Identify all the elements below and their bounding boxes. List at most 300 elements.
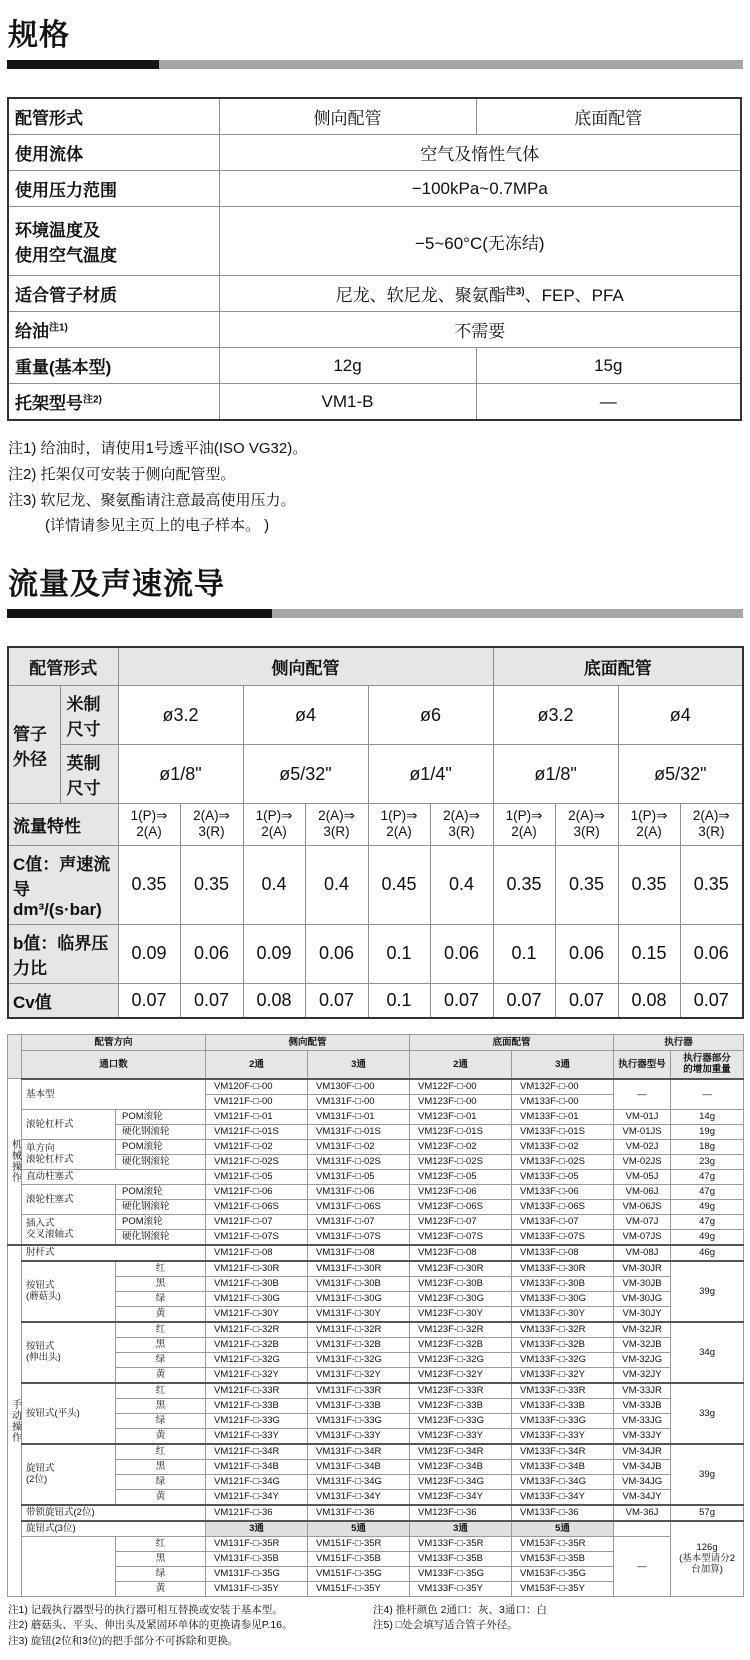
flow-cell: 0.07 <box>118 983 180 1018</box>
spec-label-line2: 使用空气温度 <box>15 246 117 265</box>
model-cell: VM123F-□-34G <box>410 1474 512 1489</box>
flow-cell: 0.08 <box>243 983 305 1018</box>
note-line: 注2) 蘑菇头、平头、伸出头及紧固环单体的更换请参见P.16。 <box>8 1619 293 1632</box>
flow-cell: 0.1 <box>368 983 430 1018</box>
table-row <box>8 1398 744 1413</box>
model-cell: 33g <box>671 1383 744 1444</box>
flow-cell: 0.09 <box>243 924 305 983</box>
table-row <box>8 1261 744 1277</box>
flow-cell: 0.15 <box>618 924 680 983</box>
model-cell: 肘杆式 <box>22 1245 206 1261</box>
model-cell: VM123F-□-32B <box>410 1337 512 1352</box>
model-cell: 49g <box>671 1199 744 1214</box>
model-cell: VM133F-□-07S <box>512 1229 614 1245</box>
model-cell: VM131F-□-33R <box>308 1383 410 1399</box>
model-cell: VM133F-□-30R <box>512 1261 614 1277</box>
model-cell: 47g <box>671 1169 744 1184</box>
table-row <box>8 1521 744 1537</box>
model-cell <box>22 1536 116 1596</box>
model-cell: VM121F-□-02S <box>206 1154 308 1169</box>
model-cell: 红 <box>116 1322 206 1338</box>
model-cell: VM133F-□-08 <box>512 1245 614 1261</box>
model-cell: VM133F-□-02S <box>512 1154 614 1169</box>
model-cell: 19g <box>671 1124 744 1139</box>
model-cell: VM121F-□-30G <box>206 1291 308 1306</box>
spec-label: 重量(基本型) <box>8 348 219 384</box>
model-cell: VM123F-□-34R <box>410 1444 512 1460</box>
model-cell: VM123F-□-05 <box>410 1169 512 1184</box>
spec-label-text: 给油 <box>15 322 49 341</box>
model-cell: 5通 <box>512 1521 614 1537</box>
model-header-2way-bottom: 2通 <box>410 1050 512 1078</box>
model-cell: VM131F-□-30Y <box>308 1306 410 1322</box>
model-cell: VM131F-□-32B <box>308 1337 410 1352</box>
model-cell: VM133F-□-33Y <box>512 1428 614 1444</box>
model-cell: VM123F-□-02 <box>410 1139 512 1154</box>
flow-cell: 1(P)⇒ 2(A) <box>493 804 555 845</box>
model-cell: VM121F-□-08 <box>206 1245 308 1261</box>
model-cell: VM131F-□-32G <box>308 1352 410 1367</box>
table-row <box>8 1428 744 1444</box>
model-cell: VM123F-□-34B <box>410 1459 512 1474</box>
model-cell: VM123F-□-02S <box>410 1154 512 1169</box>
model-cell: VM123F-□-32R <box>410 1322 512 1338</box>
model-cell: VM133F-□-32Y <box>512 1367 614 1383</box>
model-cell: VM133F-□-34R <box>512 1444 614 1460</box>
flow-cell: 0.08 <box>618 983 680 1018</box>
model-cell: VM133F-□-35R <box>410 1536 512 1551</box>
flow-cell: ø4 <box>243 686 368 745</box>
spec-value: 空气及惰性气体 <box>219 135 741 171</box>
table-row <box>8 983 743 1018</box>
model-cell: VM131F-□-34R <box>308 1444 410 1460</box>
flow-cell: 2(A)⇒ 3(R) <box>555 804 618 845</box>
note-line: 注1) 给油时，请使用1号透平油(ISO VG32)。 <box>8 440 308 457</box>
model-cell: VM153F-□-35Y <box>512 1581 614 1596</box>
flow-cell: b值：临界压 力比 <box>8 924 118 983</box>
model-cell: VM151F-□-35Y <box>308 1581 410 1596</box>
model-cell: VM123F-□-36 <box>410 1505 512 1521</box>
model-cell: 3通 <box>410 1521 512 1537</box>
flow-cell: 1(P)⇒ 2(A) <box>368 804 430 845</box>
model-cell: VM131F-□-32Y <box>308 1367 410 1383</box>
table-row <box>8 845 743 924</box>
model-cell: VM-34JB <box>614 1459 671 1474</box>
model-cell: VM123F-□-01 <box>410 1109 512 1124</box>
model-table <box>7 1034 744 1597</box>
model-cell: VM123F-□-34Y <box>410 1489 512 1505</box>
model-cell: POM滚轮 <box>116 1214 206 1229</box>
model-cell: 滚轮柱塞式 <box>22 1184 116 1214</box>
model-cell: VM131F-□-33Y <box>308 1428 410 1444</box>
spec-value-pre: 尼龙、软尼龙、聚氨酯 <box>335 286 506 305</box>
flow-cell: C值：声速流导 dm³/(s·bar) <box>8 845 118 924</box>
model-cell: VM123F-□-33G <box>410 1413 512 1428</box>
model-cell: VM133F-□-36 <box>512 1505 614 1521</box>
flow-cell: 0.4 <box>243 845 305 924</box>
model-cell: VM121F-□-33B <box>206 1398 308 1413</box>
model-cell: VM131F-□-34Y <box>308 1489 410 1505</box>
model-cell: 23g <box>671 1154 744 1169</box>
model-cell: VM123F-□-06 <box>410 1184 512 1199</box>
flow-cell: 0.35 <box>118 845 180 924</box>
flow-cell: 0.4 <box>305 845 368 924</box>
model-header-3way-bottom: 3通 <box>512 1050 614 1078</box>
model-cell: 47g <box>671 1214 744 1229</box>
spec-value: 不需要 <box>219 312 741 348</box>
model-header-3way-side: 3通 <box>308 1050 410 1078</box>
table-row <box>8 1199 744 1214</box>
actuator-weight-line1: 执行器部分 <box>683 1052 731 1064</box>
table-row <box>8 1489 744 1505</box>
flow-cell: 0.09 <box>118 924 180 983</box>
flow-cell: 米制 尺寸 <box>60 686 118 745</box>
model-cell: VM122F-□-00 <box>410 1079 512 1095</box>
flow-cell: 0.1 <box>493 924 555 983</box>
model-cell: VM121F-□-30B <box>206 1276 308 1291</box>
model-cell: 带锁旋钮式(2位) <box>22 1505 206 1521</box>
spec-note-ref: 注3) <box>505 286 525 298</box>
flow-cell: 1(P)⇒ 2(A) <box>118 804 180 845</box>
model-cell: VM-08J <box>614 1245 671 1261</box>
model-cell: VM123F-□-00 <box>410 1094 512 1109</box>
model-cell: 黑 <box>116 1551 206 1566</box>
model-cell: VM133F-□-01S <box>512 1124 614 1139</box>
flow-header-bottom-piping: 底面配管 <box>493 647 743 686</box>
model-cell: VM-06J <box>614 1184 671 1199</box>
model-header-row-2 <box>8 1050 744 1078</box>
model-cell: VM121F-□-34Y <box>206 1489 308 1505</box>
model-cell: VM123F-□-30G <box>410 1291 512 1306</box>
model-cell: 直动柱塞式 <box>22 1169 206 1184</box>
model-cell: VM-30JR <box>614 1261 671 1277</box>
model-cell: VM131F-□-02S <box>308 1154 410 1169</box>
spec-value-post: 、FEP、PFA <box>524 286 624 305</box>
model-cell: VM131F-□-35B <box>206 1551 308 1566</box>
model-cell: 黑 <box>116 1459 206 1474</box>
model-cell: 硬化钢滚轮 <box>116 1154 206 1169</box>
note-line: (详情请参见主页上的电子样本。 ) <box>45 517 270 535</box>
table-row <box>8 1367 744 1383</box>
model-cell: VM121F-□-07S <box>206 1229 308 1245</box>
model-cell: VM131F-□-06S <box>308 1199 410 1214</box>
model-cell: VM133F-□-01 <box>512 1109 614 1124</box>
model-cell: 黄 <box>116 1489 206 1505</box>
model-cell: 旋钮式 (2位) <box>22 1444 116 1505</box>
model-cell: 黑 <box>116 1276 206 1291</box>
model-cell: VM-07JS <box>614 1229 671 1245</box>
model-cell: VM131F-□-07 <box>308 1214 410 1229</box>
model-cell: 126g (基本型请分2 台加算) <box>671 1521 744 1597</box>
table-row <box>8 1109 744 1124</box>
model-cell: VM-34JG <box>614 1474 671 1489</box>
model-cell: VM133F-□-32R <box>512 1322 614 1338</box>
spec-row-pressure-range <box>8 171 741 207</box>
model-cell: 14g <box>671 1109 744 1124</box>
table-row <box>8 804 743 845</box>
model-cell: VM131F-□-30B <box>308 1276 410 1291</box>
model-cell: VM121F-□-32B <box>206 1337 308 1352</box>
model-cell: VM123F-□-32Y <box>410 1367 512 1383</box>
table-row <box>8 1505 744 1521</box>
spec-row-piping-style <box>8 98 741 135</box>
flow-cell: 2(A)⇒ 3(R) <box>680 804 743 845</box>
spec-label <box>8 207 219 276</box>
model-cell: VM153F-□-35B <box>512 1551 614 1566</box>
spec-label <box>8 384 219 421</box>
spec-label: 适合管子材质 <box>8 276 219 312</box>
model-cell: VM120F-□-00 <box>206 1079 308 1095</box>
title-rule-dark-segment <box>7 60 159 69</box>
model-header-side-piping: 侧向配管 <box>206 1034 410 1050</box>
model-cell: 按钮式 (伸出头) <box>22 1322 116 1383</box>
spec-value: 底面配管 <box>476 98 741 135</box>
table-row <box>8 1444 744 1460</box>
table-row <box>8 1322 744 1338</box>
model-cell: 34g <box>671 1322 744 1383</box>
spec-value <box>219 276 741 312</box>
model-cell: 硬化钢滚轮 <box>116 1199 206 1214</box>
model-notes <box>8 1603 743 1650</box>
table-row <box>8 1383 744 1399</box>
spec-table <box>7 97 742 421</box>
model-cell: 49g <box>671 1229 744 1245</box>
spec-value: −100kPa~0.7MPa <box>219 171 741 207</box>
table-row <box>8 1079 744 1095</box>
table-row <box>8 1276 744 1291</box>
model-cell: 黑 <box>116 1337 206 1352</box>
model-cell: VM-32JY <box>614 1367 671 1383</box>
model-cell: VM131F-□-33B <box>308 1398 410 1413</box>
model-cell: VM133F-□-33R <box>512 1383 614 1399</box>
spec-row-weight <box>8 348 741 384</box>
flow-cell: 流量特性 <box>8 804 118 845</box>
note-line: 注4) 推杆颜色 2通口：灰、3通口：白 <box>373 1603 547 1616</box>
model-cell: 红 <box>116 1383 206 1399</box>
model-header-row-1 <box>8 1034 744 1050</box>
model-cell: VM121F-□-33R <box>206 1383 308 1399</box>
flow-cell: 0.35 <box>180 845 243 924</box>
flow-cell: 0.06 <box>555 924 618 983</box>
model-cell: VM133F-□-33B <box>512 1398 614 1413</box>
model-cell: VM133F-□-34B <box>512 1459 614 1474</box>
model-cell: VM131F-□-30G <box>308 1291 410 1306</box>
model-cell: VM121F-□-05 <box>206 1169 308 1184</box>
table-row <box>8 745 743 804</box>
model-cell: VM131F-□-08 <box>308 1245 410 1261</box>
model-header-direction: 配管方向 <box>22 1034 206 1050</box>
table-row <box>8 1214 744 1229</box>
title-rule-flow <box>7 609 743 618</box>
model-cell: 57g <box>671 1505 744 1521</box>
model-cell: 39g <box>671 1261 744 1322</box>
model-cell: VM131F-□-06 <box>308 1184 410 1199</box>
model-cell: VM123F-□-06S <box>410 1199 512 1214</box>
model-cell: VM121F-□-33Y <box>206 1428 308 1444</box>
table-row <box>8 1536 744 1551</box>
model-cell: 黄 <box>116 1367 206 1383</box>
flow-table <box>7 646 744 1018</box>
model-cell: VM123F-□-33Y <box>410 1428 512 1444</box>
flow-cell: ø5/32" <box>618 745 743 804</box>
model-cell: 46g <box>671 1245 744 1261</box>
flow-cell: 0.06 <box>305 924 368 983</box>
flow-cell: 0.4 <box>430 845 493 924</box>
flow-cell: 0.06 <box>180 924 243 983</box>
flow-cell: 0.06 <box>680 924 743 983</box>
spec-note-ref: 注2) <box>83 394 102 406</box>
model-cell: VM123F-□-30Y <box>410 1306 512 1322</box>
model-cell: VM-36J <box>614 1505 671 1521</box>
model-cell: VM131F-□-33G <box>308 1413 410 1428</box>
table-row <box>8 1124 744 1139</box>
flow-cell: 0.45 <box>368 845 430 924</box>
model-cell: — <box>614 1079 671 1110</box>
model-header-actuator: 执行器 <box>614 1034 744 1050</box>
model-cell: VM-30JY <box>614 1306 671 1322</box>
model-cell: VM121F-□-06 <box>206 1184 308 1199</box>
model-cell: VM153F-□-35R <box>512 1536 614 1551</box>
table-row <box>8 1139 744 1154</box>
table-row <box>8 1413 744 1428</box>
model-cell: VM133F-□-07 <box>512 1214 614 1229</box>
flow-cell: 1(P)⇒ 2(A) <box>618 804 680 845</box>
model-cell: VM-34JY <box>614 1489 671 1505</box>
model-cell: 18g <box>671 1139 744 1154</box>
model-cell: — <box>671 1079 744 1110</box>
flow-cell: 0.07 <box>305 983 368 1018</box>
model-cell: VM131F-□-35Y <box>206 1581 308 1596</box>
model-cell: 3通 <box>206 1521 308 1537</box>
table-row <box>8 1337 744 1352</box>
table-row <box>8 1229 744 1245</box>
model-cell: VM123F-□-30R <box>410 1261 512 1277</box>
title-rule-specifications <box>7 60 743 69</box>
model-cell: VM-05J <box>614 1169 671 1184</box>
flow-cell: 0.07 <box>680 983 743 1018</box>
model-cell: VM133F-□-06 <box>512 1184 614 1199</box>
model-cell: VM121F-□-01 <box>206 1109 308 1124</box>
model-cell: 39g <box>671 1444 744 1505</box>
flow-cell: ø4 <box>618 686 743 745</box>
flow-header-row <box>8 647 743 686</box>
model-cell: 黄 <box>116 1581 206 1596</box>
spec-label-text: 托架型号 <box>15 394 83 413</box>
model-cell: VM-01J <box>614 1109 671 1124</box>
model-cell: 47g <box>671 1184 744 1199</box>
model-cell: VM131F-□-32R <box>308 1322 410 1338</box>
actuator-weight-line2: 的增加重量 <box>683 1064 731 1076</box>
model-cell: POM滚轮 <box>116 1139 206 1154</box>
flow-cell: 1(P)⇒ 2(A) <box>243 804 305 845</box>
model-cell: VM131F-□-35G <box>206 1566 308 1581</box>
model-cell: 绿 <box>116 1413 206 1428</box>
table-row <box>8 1306 744 1322</box>
model-cell: 绿 <box>116 1291 206 1306</box>
spec-label: 使用流体 <box>8 135 219 171</box>
table-row <box>8 1291 744 1306</box>
model-cell: VM121F-□-01S <box>206 1124 308 1139</box>
model-cell: POM滚轮 <box>116 1184 206 1199</box>
spec-label <box>8 312 219 348</box>
flow-cell: 0.07 <box>430 983 493 1018</box>
model-cell: VM133F-□-35G <box>410 1566 512 1581</box>
model-cell: 硬化钢滚轮 <box>116 1124 206 1139</box>
model-cell: VM132F-□-00 <box>512 1079 614 1095</box>
table-row <box>8 1474 744 1489</box>
model-cell: VM121F-□-32R <box>206 1322 308 1338</box>
model-header-group-spacer <box>8 1034 22 1079</box>
model-cell: 按钮式(平头) <box>22 1383 116 1444</box>
model-cell: VM123F-□-07S <box>410 1229 512 1245</box>
model-cell: VM-33JR <box>614 1383 671 1399</box>
model-cell: VM-33JB <box>614 1398 671 1413</box>
flow-cell: ø1/8" <box>493 745 618 804</box>
note-line: 注1) 记载执行器型号的执行器可相互替换或安装于基本型。 <box>8 1603 283 1616</box>
model-cell: VM133F-□-32G <box>512 1352 614 1367</box>
model-header-bottom-piping: 底面配管 <box>410 1034 614 1050</box>
spec-notes <box>8 436 743 539</box>
model-cell: 红 <box>116 1261 206 1277</box>
model-cell: 黄 <box>116 1306 206 1322</box>
model-cell: VM-32JB <box>614 1337 671 1352</box>
model-cell: VM151F-□-35G <box>308 1566 410 1581</box>
spec-value: — <box>476 384 741 421</box>
model-cell: VM-32JG <box>614 1352 671 1367</box>
model-cell: VM121F-□-32G <box>206 1352 308 1367</box>
model-cell: VM123F-□-33R <box>410 1383 512 1399</box>
model-cell: 滚轮杠杆式 <box>22 1109 116 1139</box>
model-cell: VM-06JS <box>614 1199 671 1214</box>
model-cell: VM133F-□-30Y <box>512 1306 614 1322</box>
model-cell: VM-33JG <box>614 1413 671 1428</box>
model-cell: VM131F-□-00 <box>308 1094 410 1109</box>
flow-header-side-piping: 侧向配管 <box>118 647 493 686</box>
model-cell: VM121F-□-32Y <box>206 1367 308 1383</box>
flow-cell: 0.1 <box>368 924 430 983</box>
model-cell: 旋钮式(3位) <box>22 1521 206 1537</box>
flow-cell: 0.07 <box>493 983 555 1018</box>
model-cell: 按钮式 (蘑菇头) <box>22 1261 116 1322</box>
model-cell: VM-30JB <box>614 1276 671 1291</box>
model-cell: VM121F-□-34G <box>206 1474 308 1489</box>
model-cell: VM-02JS <box>614 1154 671 1169</box>
spec-row-lubrication <box>8 312 741 348</box>
model-cell: VM133F-□-34Y <box>512 1489 614 1505</box>
model-cell: VM133F-□-05 <box>512 1169 614 1184</box>
title-rule-dark-segment <box>7 609 272 618</box>
model-cell: 黄 <box>116 1428 206 1444</box>
model-cell: VM131F-□-02 <box>308 1139 410 1154</box>
table-row <box>8 686 743 745</box>
flow-cell: 0.07 <box>555 983 618 1018</box>
model-cell: VM-32JR <box>614 1322 671 1338</box>
model-cell: VM121F-□-06S <box>206 1199 308 1214</box>
model-cell: 绿 <box>116 1566 206 1581</box>
model-cell: VM133F-□-30G <box>512 1291 614 1306</box>
flow-cell: 2(A)⇒ 3(R) <box>430 804 493 845</box>
table-row <box>8 1184 744 1199</box>
model-cell: VM-30JG <box>614 1291 671 1306</box>
model-cell: VM123F-□-07 <box>410 1214 512 1229</box>
model-cell: VM123F-□-01S <box>410 1124 512 1139</box>
model-cell: VM151F-□-35B <box>308 1551 410 1566</box>
model-header-actuator-model: 执行器型号 <box>614 1050 671 1078</box>
table-row <box>8 1459 744 1474</box>
model-cell: VM131F-□-05 <box>308 1169 410 1184</box>
flow-header-piping: 配管形式 <box>8 647 118 686</box>
model-cell: VM133F-□-00 <box>512 1094 614 1109</box>
